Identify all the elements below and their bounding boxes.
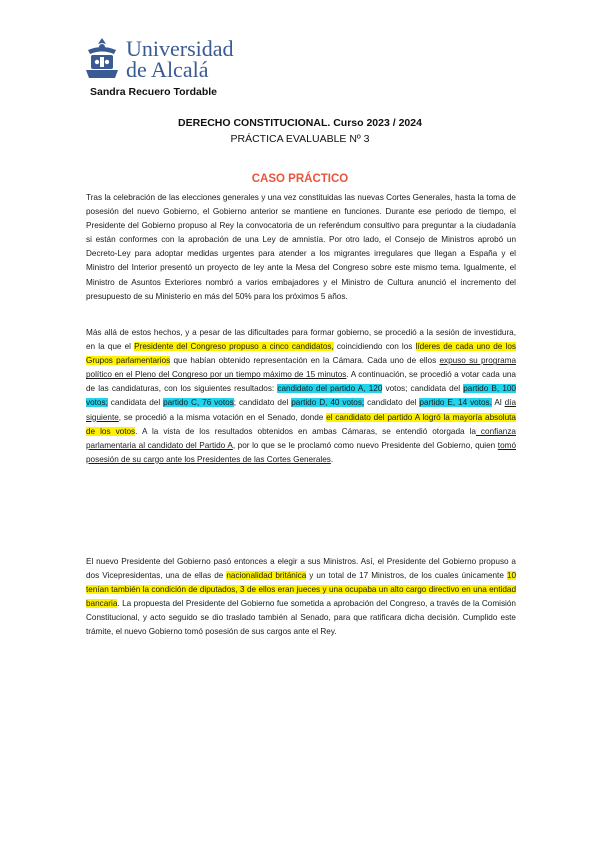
- highlight-cyan: partido C, 76 votos: [163, 398, 234, 408]
- text-segment: ; candidato del: [233, 398, 292, 408]
- text-segment: El nuevo Presidente del Gobierno pasó entonces a elegir a sus Ministros. Así, el Presidente del Gobierno propuso a dos Vicepresidentas, una de ellas de: [86, 557, 516, 581]
- highlight-cyan: candidato del partido A, 120: [277, 384, 383, 394]
- highlight-cyan: partido B, 100 votos;: [86, 384, 516, 408]
- text-segment: , por lo que se le proclamó como nuevo Presidente del Gobierno, quien: [232, 440, 498, 450]
- practice-title: PRÁCTICA EVALUABLE Nº 3: [230, 133, 370, 145]
- text-segment: y un total de 17 Ministros, de los cuales únicamente: [306, 571, 507, 581]
- university-logo: [82, 36, 242, 88]
- text-segment: . La propuesta del Presidente del Gobierno fue sometida a aprobación del Congreso, a través de la Comisión Constitucional, y acto seguido se dio traslado también al Senado, para que ratificara dicha decisión. Cumplido este trámite, el nuevo Gobierno tomó posesión de sus cargos ante el Rey.: [86, 599, 516, 637]
- text-segment: . A continuación, se procedió a votar cada una de las candidaturas, con los siguientes resultados:: [86, 370, 516, 394]
- text-segment: .: [330, 454, 334, 464]
- paragraph-1-text: Tras la celebración de las elecciones generales y una vez constituidas las nuevas Cortes Generales, hasta la toma de posesión del nuevo Gobierno, el Gobierno anterior se mantiene en funciones. Durante ese periodo de tiempo, el Presidente del Gobierno propuso al Rey la convocatoria de un referéndum consultivo para preguntar a la ciudadanía si están conformes con la aprobación de una Ley de amnistía. Por otro lado, el Consejo de Ministros aprobó un Decreto-Ley para adoptar medidas urgentes para atender a los migrantes irregulares que llegan a España y el Ministro del Interior presentó un proyecto de ley ante la Mesa del Congreso sobre este mismo tema. Igualmente, el Ministro de Asuntos Exteriores nombró a varios embajadores y el Ministro de Cultura anunció el incremento del presupuesto de su Ministerio en más del 50% para los próximos 5 años.: [86, 193, 516, 301]
- underlined-text: tomó posesión de su cargo ante los Presidentes de las Cortes Generales: [86, 440, 516, 464]
- underlined-text: día siguiente: [86, 398, 516, 422]
- highlight-yellow: el candidato del partido A logró la mayoría absoluta de los votos: [86, 412, 516, 436]
- underlined-text: expuso su programa político en el Pleno del Congreso por un tiempo máximo de 15 minutos: [86, 356, 517, 380]
- logo-line-2: de Alcalá: [126, 57, 209, 82]
- text-segment: Al: [491, 398, 505, 408]
- university-crest-icon: [82, 36, 122, 82]
- highlight-yellow: nacionalidad británica: [226, 571, 307, 581]
- section-heading: CASO PRÁCTICO: [251, 173, 349, 185]
- paragraph-1: [86, 191, 516, 304]
- text-segment: Más allá de estos hechos, y a pesar de las dificultades para formar gobierno, se procedió a la sesión de investidura, en la que el: [86, 328, 516, 352]
- author-name: Sandra Recuero Tordable: [90, 86, 218, 98]
- highlight-yellow: 10 tenían también la condición de diputados, 3 de ellos eran jueces y una ocupaba un alto cargo directivo en una entidad bancaria: [86, 571, 516, 609]
- text-segment: candidato del: [364, 398, 420, 408]
- highlight-cyan: partido E, 14 votos.: [419, 398, 492, 408]
- paragraph-2: [86, 326, 516, 467]
- highlight-yellow: Presidente del Congreso propuso a cinco candidatos,: [134, 342, 334, 352]
- paragraph-3: [86, 555, 516, 640]
- text-segment: que habían obtenido representación en la Cámara. Cada uno de ellos: [170, 356, 440, 366]
- university-name: [126, 38, 234, 80]
- text-segment: coincidiendo con los: [333, 342, 416, 352]
- course-title: DERECHO CONSTITUCIONAL. Curso 2023 / 2024: [178, 117, 422, 129]
- text-segment: candidata del: [107, 398, 164, 408]
- text-segment: . A la vista de los resultados obtenidos en ambas Cámaras, se entendió otorgada la: [135, 426, 476, 436]
- underlined-text: confianza parlamentaria al candidato del Partido A: [86, 426, 516, 450]
- text-segment: votos; candidata del: [382, 384, 464, 394]
- logo-line-1: Universidad: [126, 36, 234, 61]
- highlight-cyan: partido D, 40 votos;: [291, 398, 365, 408]
- highlight-yellow: líderes de cada uno de los Grupos parlamentarios: [86, 342, 516, 366]
- text-segment: , se procedió a la misma votación en el Senado, donde: [118, 412, 327, 422]
